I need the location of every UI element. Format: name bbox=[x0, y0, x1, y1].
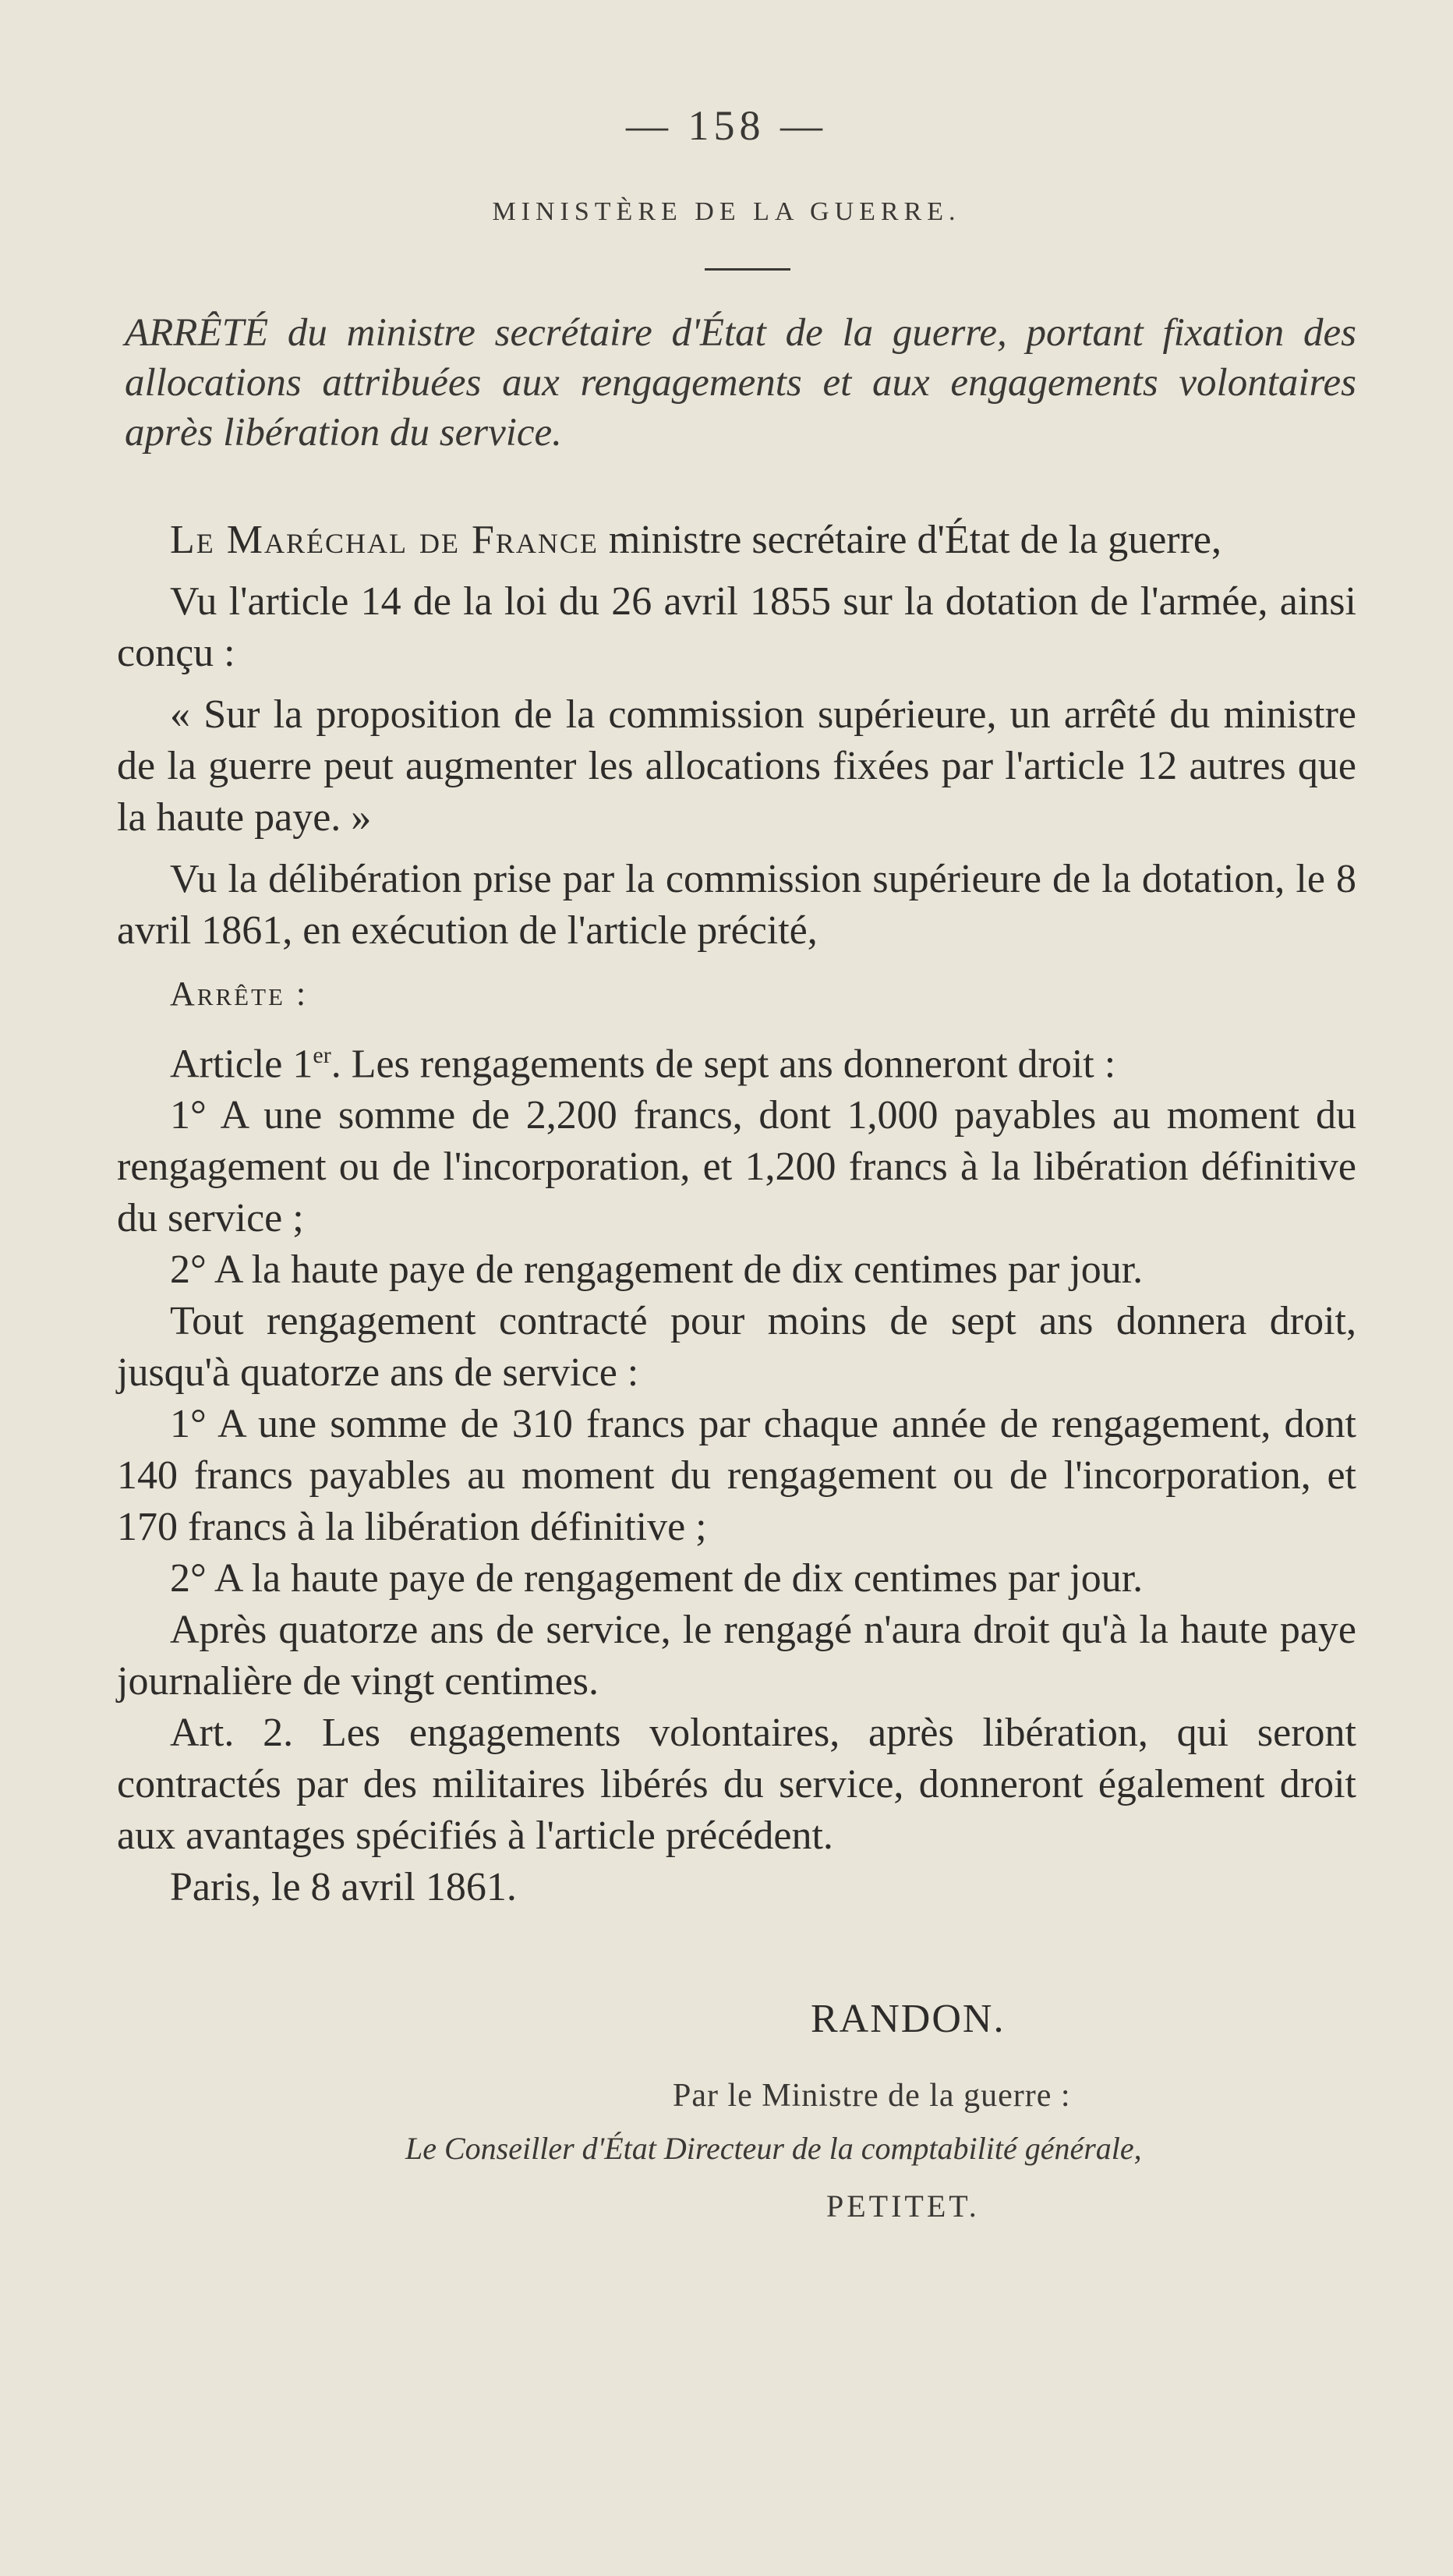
article-1-sup: er bbox=[313, 1042, 331, 1068]
marshal-label: Le Maréchal de France bbox=[170, 518, 599, 562]
paragraph-2: 2° A la haute paye de rengagement de dix centimes par jour. bbox=[170, 1247, 1144, 1293]
preamble-rest: ministre secrétaire d'État de la guerre, bbox=[598, 518, 1221, 562]
signature-conseiller: Le Conseiller d'État Directeur de la comptabilité générale, bbox=[405, 2131, 1142, 2166]
arrete-label-text: Arrête : bbox=[170, 975, 309, 1013]
date-line: Paris, le 8 avril 1861. bbox=[170, 1865, 517, 1910]
preamble-paragraph bbox=[117, 515, 1356, 566]
paragraph-vu-1: Vu l'article 14 de la loi du 26 avril 1855 sur la dotation de l'armée, ainsi conçu : bbox=[117, 579, 1356, 675]
signature-petitet: PETITET. bbox=[826, 2189, 980, 2224]
paragraph-vu-2: Vu la délibération prise par la commission supérieure de la dotation, le 8 avril 1861, en exécution de l'article précité, bbox=[117, 857, 1356, 953]
article-1-start: Article 1 bbox=[170, 1042, 313, 1087]
page-number: — 158 — bbox=[626, 102, 827, 149]
signature-par-le-ministre: Par le Ministre de la guerre : bbox=[673, 2078, 1071, 2114]
paragraph-4: 1° A une somme de 310 francs par chaque année de rengagement, dont 140 francs payables au moment du rengagement ou de l'incorporation, et 170 francs à la libération définitive ; bbox=[117, 1402, 1356, 1550]
body-text bbox=[117, 515, 1356, 1913]
ministry-heading: MINISTÈRE DE LA GUERRE. bbox=[492, 197, 961, 226]
paragraph-1: 1° A une somme de 2,200 francs, dont 1,000 payables au moment du rengagement ou de l'incorporation, et 1,200 francs à la libération définitive du service ; bbox=[117, 1093, 1356, 1241]
article-1 bbox=[117, 1030, 1356, 1090]
paragraph-6: Après quatorze ans de service, le rengagé n'aura droit qu'à la haute paye journalière de vingt centimes. bbox=[117, 1608, 1356, 1704]
heading-divider bbox=[705, 268, 790, 271]
arrete-title: ARRÊTÉ du ministre secrétaire d'État de la guerre, portant fixation des allocations attribuées aux rengagements et aux engagements volontaires après libération du service. bbox=[125, 311, 1356, 455]
article-1-rest: . Les rengagements de sept ans donneront droit : bbox=[331, 1042, 1116, 1087]
paragraph-quote: « Sur la proposition de la commission supérieure, un arrêté du ministre de la guerre peut augmenter les allocations fixées par l'article 12 autres que la haute paye. » bbox=[117, 692, 1356, 840]
signature-randon: RANDON. bbox=[811, 1997, 1006, 2041]
arrete-label bbox=[117, 967, 1356, 1020]
paragraph-5: 2° A la haute paye de rengagement de dix centimes par jour. bbox=[170, 1556, 1144, 1601]
paragraph-3: Tout rengagement contracté pour moins de sept ans donnera droit, jusqu'à quatorze ans de service : bbox=[117, 1299, 1356, 1396]
article-2: Art. 2. Les engagements volontaires, après libération, qui seront contractés par des militaires libérés du service, donneront également droit aux avantages spécifiés à l'article précédent. bbox=[117, 1711, 1356, 1859]
